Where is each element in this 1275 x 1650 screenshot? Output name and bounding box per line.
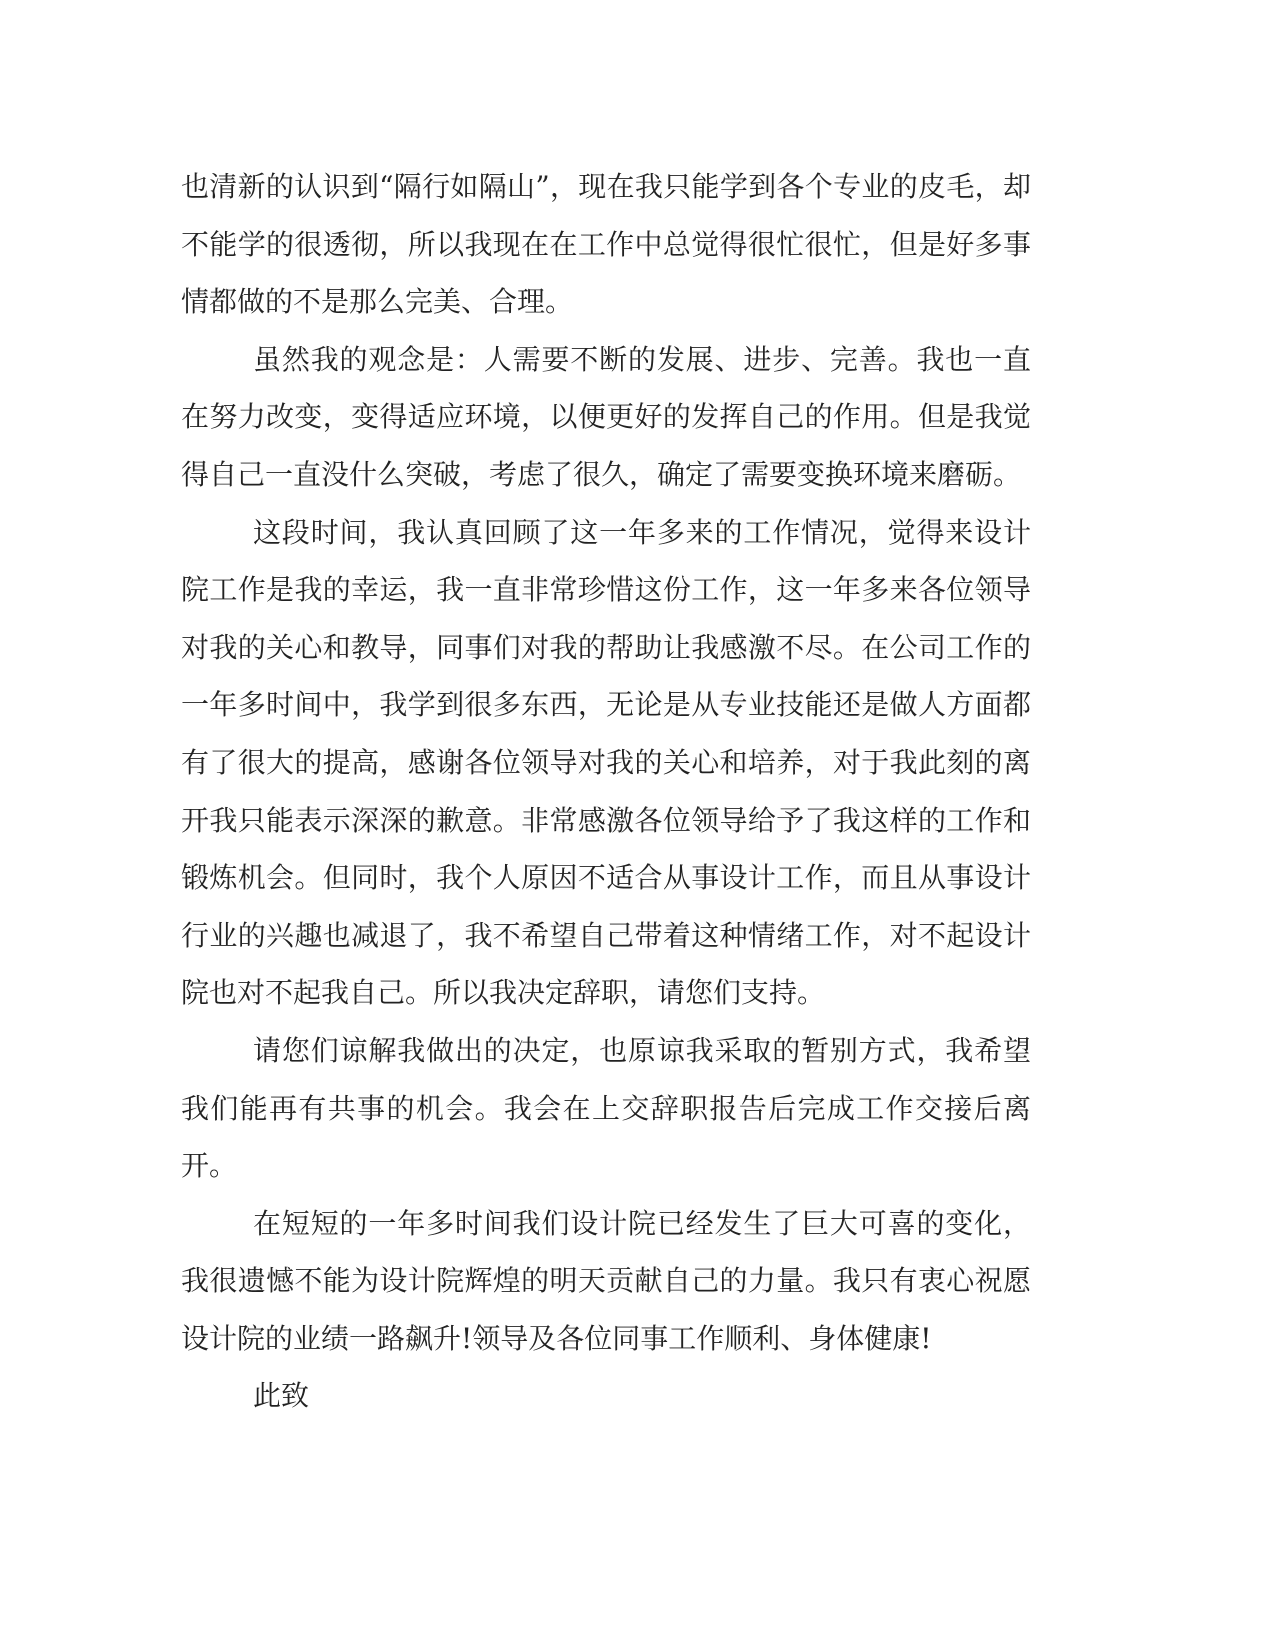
- paragraph-review: 这段时间，我认真回顾了这一年多来的工作情况，觉得来设计院工作是我的幸运，我一直非常珍惜这份工作，这一年多来各位领导对我的关心和教导，同事们对我的帮助让我感激不尽。在公司工作的一年多时间中，我学到很多东西，无论是从专业技能还是做人方面都有了很大的提高，感谢各位领导对我的关心和培养，对于我此刻的离开我只能表示深深的歉意。非常感激各位领导给予了我这样的工作和锻炼机会。但同时，我个人原因不适合从事设计工作，而且从事设计行业的兴趣也减退了，我不希望自己带着这种情绪工作，对不起设计院也对不起我自己。所以我决定辞职，请您们支持。: [181, 515, 1031, 1010]
- paragraph-continuation: 也清新的认识到“隔行如隔山”，现在我只能学到各个专业的皮毛，却不能学的很透彻，所以我现在在工作中总觉得很忙很忙，但是好多事情都做的不是那么完美、合理。: [181, 170, 1031, 319]
- paragraph-belief: 虽然我的观念是：人需要不断的发展、进步、完善。我也一直在努力改变，变得适应环境，以便更好的发挥自己的作用。但是我觉得自己一直没什么突破，考虑了很久，确定了需要变换环境来磨砺。: [181, 342, 1031, 491]
- closing-salutation: 此致: [253, 1379, 310, 1413]
- letter-body: [181, 158, 1031, 1425]
- paragraph-understanding: 请您们谅解我做出的决定，也原谅我采取的暂别方式，我希望我们能再有共事的机会。我会在上交辞职报告后完成工作交接后离开。: [181, 1033, 1031, 1183]
- paragraph-wishes: 在短短的一年多时间我们设计院已经发生了巨大可喜的变化，我很遗憾不能为设计院辉煌的明天贡献自己的力量。我只有衷心祝愿设计院的业绩一路飙升!领导及各位同事工作顺利、身体健康!: [181, 1206, 1031, 1355]
